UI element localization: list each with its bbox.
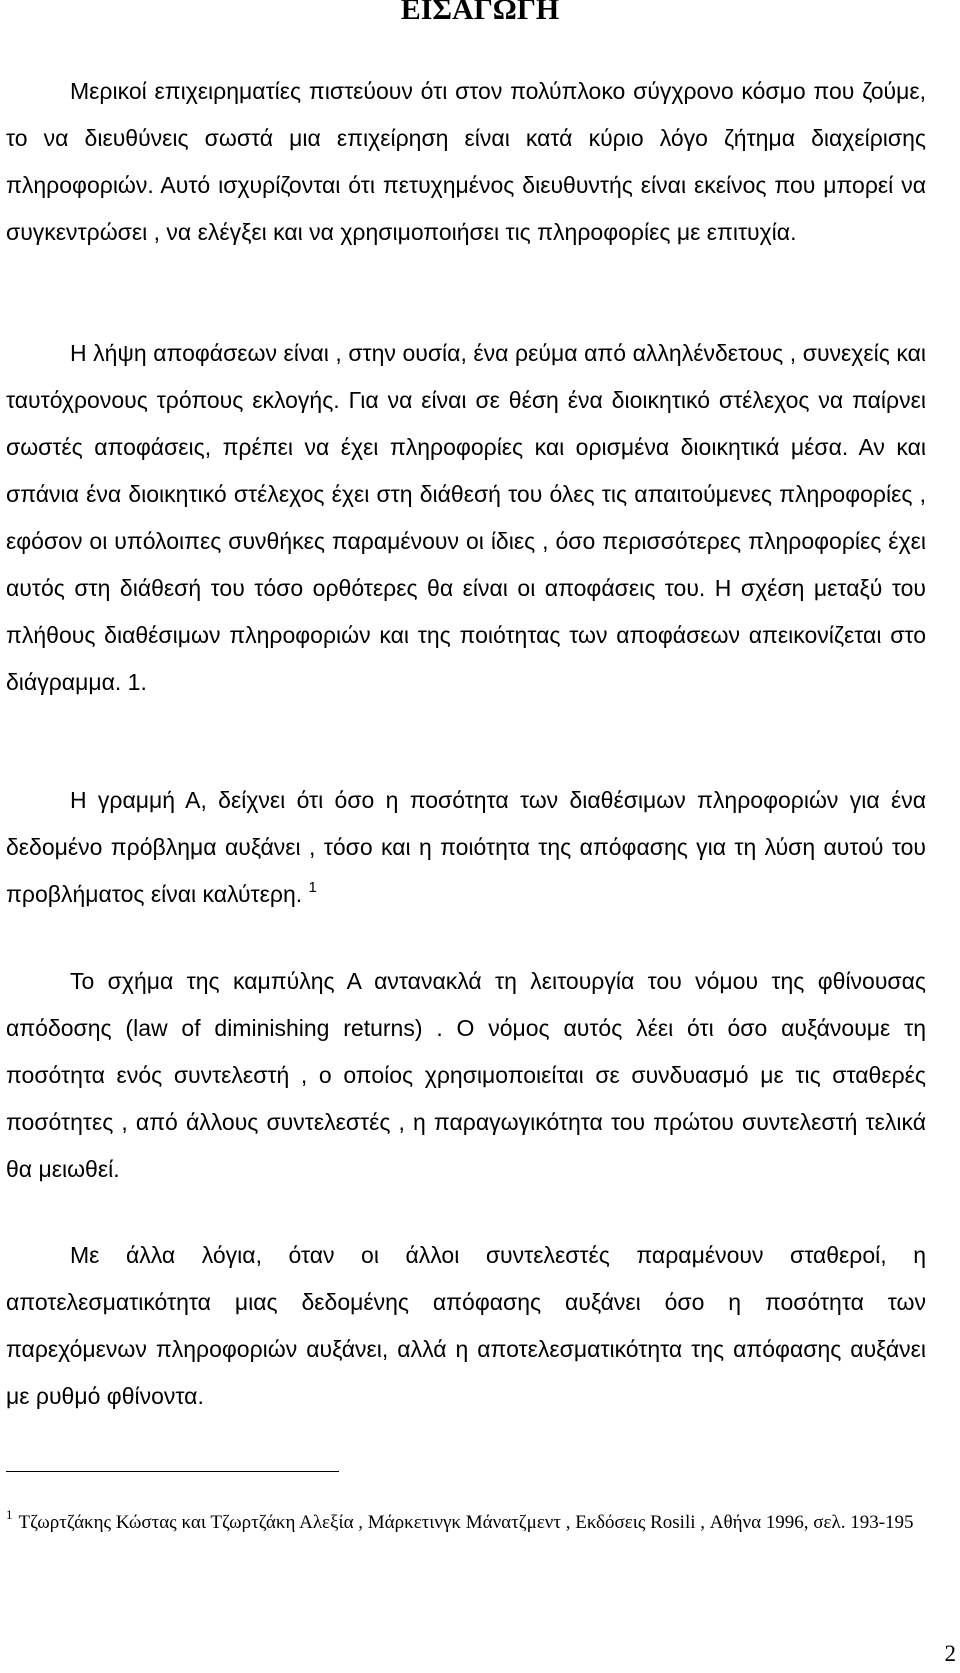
- footnote-separator: [6, 1471, 339, 1472]
- footnote: [6, 1504, 926, 1542]
- footnote-reference[interactable]: 1: [308, 879, 317, 896]
- paragraph-5: Με άλλα λόγια, όταν οι άλλοι συντελεστές παραμένουν σταθεροί, η αποτελεσματικότητα μιας δεδομένης απόφασης αυξάνει όσο η ποσότητα των παρεχόμενων πληροφοριών αυξάνει, αλλά η αποτελεσματικότητα της απόφασης αυξάνει με ρυθμό φθίνοντα.: [6, 1242, 926, 1409]
- paragraph-3-text: Η γραμμή Α, δείχνει ότι όσο η ποσότητα των διαθέσιμων πληροφοριών για ένα δεδομένο πρόβλημα αυξάνει , τόσο και η ποιότητα της απόφασης για τη λύση αυτού του προβλήματος είναι καλύτερη.: [6, 787, 926, 907]
- paragraph-2: Η λήψη αποφάσεων είναι , στην ουσία, ένα ρεύμα από αλληλένδετους , συνεχείς και ταυτόχρονους τρόπους εκλογής. Για να είναι σε θέση ένα διοικητικό στέλεχος να παίρνει σωστές αποφάσεις, πρέπει να έχει πληροφορίες και ορισμένα διοικητικά μέσα. Αν και σπάνια ένα διοικητικό στέλεχος έχει στη διάθεσή του όλες τις απαιτούμενες πληροφορίες , εφόσον οι υπόλοιπες συνθήκες παραμένουν οι ίδιες , όσο περισσότερες πληροφορίες έχει αυτός στη διάθεσή του τόσο ορθότερες θα είναι οι αποφάσεις του. Η σχέση μεταξύ του πλήθους διαθέσιμων πληροφοριών και της ποιότητας των αποφάσεων απεικονίζεται στο διάγραμμα. 1.: [6, 340, 926, 695]
- footnote-mark: 1: [6, 1507, 13, 1522]
- paragraph-4: Το σχήμα της καμπύλης Α αντανακλά τη λειτουργία του νόμου της φθίνουσας απόδοσης (law of diminishing returns) . Ο νόμος αυτός λέει ότι όσο αυξάνουμε τη ποσότητα ενός συντελεστή , ο οποίος χρησιμοποιείται σε συνδυασμό με τις σταθερές ποσότητες , από άλλους συντελεστές , η παραγωγικότητα του πρώτου συντελεστή τελικά θα μειωθεί.: [6, 968, 926, 1182]
- page-title: ΕΙΣΑΓΩΓΗ: [400, 0, 560, 26]
- footnote-text: Τζωρτζάκης Κώστας και Τζωρτζάκη Αλεξία , Μάρκετινγκ Μάνατζμεντ , Εκδόσεις Rosili , Αθήνα 1996, σελ. 193-195: [18, 1512, 914, 1533]
- page-number: 2: [944, 1641, 956, 1666]
- paragraph-3: [6, 777, 926, 918]
- paragraph-1: Μερικοί επιχειρηματίες πιστεύουν ότι στον πολύπλοκο σύγχρονο κόσμο που ζούμε, το να διευθύνεις σωστά μια επιχείρηση είναι κατά κύριο λόγο ζήτημα διαχείρισης πληροφοριών. Αυτό ισχυρίζονται ότι πετυχημένος διευθυντής είναι εκείνος που μπορεί να συγκεντρώσει , να ελέγξει και να χρησιμοποιήσει τις πληροφορίες με επιτυχία.: [6, 78, 926, 245]
